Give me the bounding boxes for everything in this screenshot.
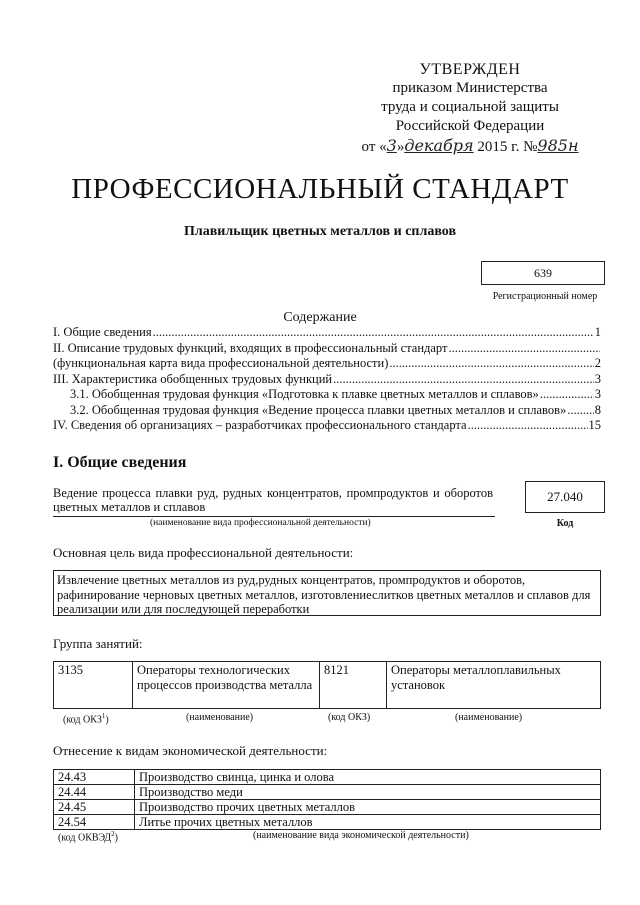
date-prefix: от «: [361, 139, 387, 155]
order-date-line: [360, 136, 580, 157]
table-row: [54, 662, 601, 709]
toc-item-text: II. Описание трудовых функций, входящих в профессиональный стандарт: [53, 340, 448, 355]
toc-item[interactable]: [53, 403, 601, 419]
table-of-contents: [53, 325, 601, 434]
toc-leader: [448, 341, 600, 357]
activity-name: Ведение процесса плавки руд, рудных концентратов, промпродуктов и оборотов цветных металлов и сплавов: [53, 486, 493, 514]
toc-item-page: 1: [594, 325, 601, 339]
toc-item-text: 3.1. Обобщенная трудовая функция «Подготовка к плавке цветных металлов и сплавов»: [70, 387, 539, 401]
okved-code-caption: (код ОКВЭД$^2$): [58, 830, 118, 844]
okz-code-cell: 3135: [54, 662, 133, 709]
approval-line-1: приказом Министерства: [392, 80, 548, 96]
approval-block: [360, 60, 580, 157]
toc-item[interactable]: [53, 325, 601, 341]
okz-name-caption-2: (наименование): [455, 712, 523, 723]
toc-item[interactable]: [53, 356, 601, 372]
toc-item-text: (функциональная карта вида профессиональной деятельности): [53, 356, 389, 370]
order-day: 3: [386, 136, 397, 155]
okved-code-cell: 24.54: [54, 815, 135, 830]
okved-table: [53, 769, 601, 830]
document-subtitle: Плавильщик цветных металлов и сплавов: [183, 224, 456, 239]
okved-name-cell: Литье прочих цветных металлов: [135, 815, 601, 830]
toc-leader: [468, 418, 588, 434]
okz-code-caption-2: (код ОКЗ): [328, 712, 371, 723]
activity-code-caption: Код: [556, 518, 574, 529]
toc-item[interactable]: [53, 387, 601, 403]
toc-item-page: 8: [594, 402, 601, 417]
okved-name-cell: Производство свинца, цинка и олова: [135, 770, 601, 785]
toc-leader: [567, 403, 594, 419]
toc-item-text: I. Общие сведения: [53, 325, 152, 339]
toc-item-text: III. Характеристика обобщенных трудовых функций: [53, 371, 333, 386]
goal-text-box: Извлечение цветных металлов из руд,рудных концентратов, промпродуктов и оборотов, рафинирование черновых цветных металлов, изготовлениеслитков цветных металлов и сплавов для реализации или для последующей переработки: [53, 570, 601, 616]
table-row: [54, 770, 601, 785]
okved-name-cell: Производство меди: [135, 785, 601, 800]
toc-leader: [540, 387, 594, 403]
okz-name-caption: (наименование): [186, 712, 254, 723]
okved-code-cell: 24.43: [54, 770, 135, 785]
okved-label: Отнесение к видам экономической деятельности:: [53, 743, 328, 758]
toc-item-page: 15: [588, 418, 601, 432]
okved-name-caption: (наименование вида экономической деятельности): [253, 830, 469, 841]
approval-line-2: труда и социальной защиты: [381, 99, 559, 115]
okved-code-cell: 24.44: [54, 785, 135, 800]
approval-line-3: Российской Федерации: [395, 118, 545, 134]
okz-code-caption: (код ОКЗ$^1$): [63, 712, 109, 726]
group-label: Группа занятий:: [53, 636, 143, 651]
toc-item-page: 2: [594, 356, 601, 370]
occupation-group-table: [53, 661, 601, 709]
okz-name-cell: Операторы металлоплавильных установок: [387, 662, 601, 709]
okved-name-cell: Производство прочих цветных металлов: [135, 800, 601, 815]
toc-leader: [389, 356, 593, 372]
toc-item-page: 3: [594, 387, 601, 401]
section-title: I. Общие сведения: [53, 454, 187, 471]
document-title: ПРОФЕССИОНАЛЬНЫЙ СТАНДАРТ: [71, 173, 569, 205]
order-year: 2015 г. №: [477, 139, 538, 155]
toc-item[interactable]: [53, 341, 601, 357]
table-row: [54, 800, 601, 815]
okz-name-cell: Операторы технологических процессов производства металла: [133, 662, 320, 709]
toc-item-text: IV. Сведения об организациях – разработчиках профессионального стандарта: [53, 418, 467, 432]
contents-title: Содержание: [283, 310, 357, 325]
table-row: [54, 785, 601, 800]
order-month: декабря: [404, 136, 474, 155]
toc-leader: [153, 325, 594, 341]
approval-heading: УТВЕРЖДЕН: [419, 61, 521, 78]
toc-item[interactable]: [53, 418, 601, 434]
registration-number-box: 639: [481, 261, 605, 285]
registration-number-label: Регистрационный номер: [492, 291, 598, 302]
activity-caption: (наименование вида профессиональной деятельности): [150, 518, 371, 528]
table-row: [54, 815, 601, 830]
okz-code-cell: 8121: [320, 662, 387, 709]
activity-code-box: 27.040: [525, 481, 605, 513]
toc-item-page: 3: [594, 371, 601, 386]
toc-leader: [333, 372, 594, 388]
date-mid: »: [396, 139, 405, 155]
activity-underline: [53, 516, 495, 517]
goal-label: Основная цель вида профессиональной деятельности:: [53, 545, 354, 560]
okved-code-cell: 24.45: [54, 800, 135, 815]
toc-item-text: 3.2. Обобщенная трудовая функция «Ведение процесса плавки цветных металлов и сплавов»: [70, 402, 567, 417]
order-number: 985н: [537, 136, 579, 155]
toc-item[interactable]: [53, 372, 601, 388]
